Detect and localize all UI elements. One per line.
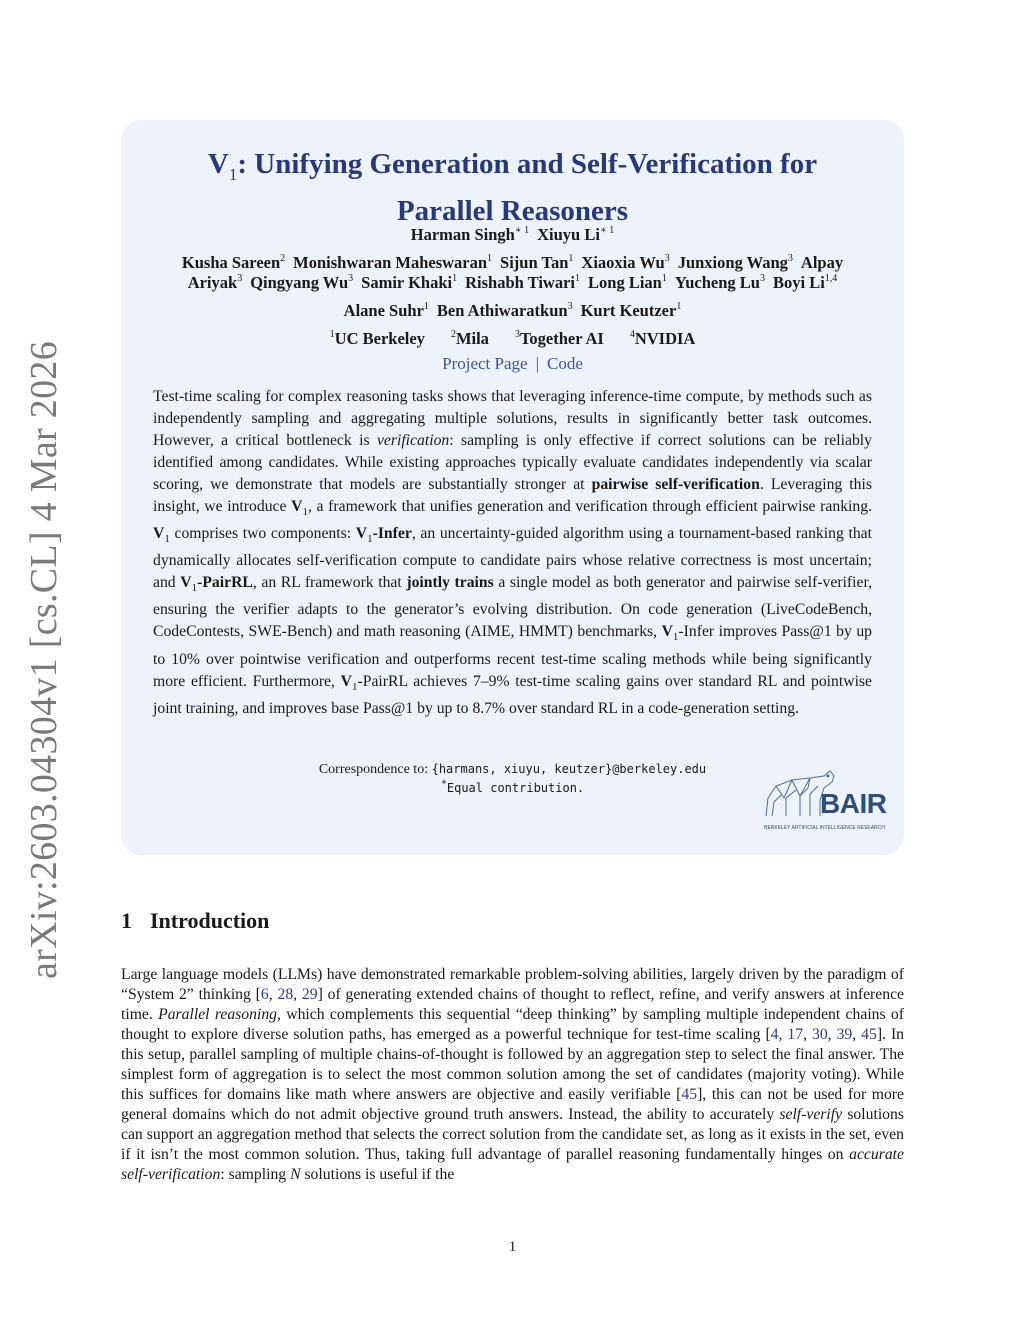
affiliation-name: Together AI xyxy=(519,329,604,348)
introduction-text: Large language models (LLMs) have demonstrated remarkable problem-solving abilities, largely driven by the paradigm of “System 2” thinking [6, 28, 29] of generating extended chains of thought to reflect, refine, and verify answers at inference time. Parallel reasoning, which complements this sequential “deep thinking” by sampling multiple independent chains of thought to explore diverse solution paths, has emerged as a powerful technique for test-time scaling [4, 17, 30, 39, 45]. In this setup, parallel sampling of multiple chains-of-thought is followed by an aggregation step to select the final answer. The simplest form of aggregation is to select the most common solution among the set of candidates (majority voting). While this suffices for domains like math where answers are objective and easily verifiable [45], this can not be used for more general domains which do not admit objective ground truth answers. Instead, the ability to accurately self-verify solutions can support an aggregation method that selects the correct solution from the candidate set, as long as it exists in the set, even if it isn’t the most common solution. Thus, taking full advantage of parallel reasoning fundamentally hinges on accurate self-verification: sampling N solutions is useful if the xyxy=(121,966,905,1183)
author-name: Alpay xyxy=(800,253,844,272)
abstract: Test-time scaling for complex reasoning tasks shows that leveraging inference-time compute, by methods such as independently sampling and aggregating multiple solutions, results in significantly better task outcomes. However, a critical bottleneck is verification: sampling is only effective if correct solutions can be reliably identified among candidates. While existing approaches typically evaluate candidates independently via scalar scoring, we demonstrate that models are substantially stronger at pairwise self-verification. Leveraging this insight, we introduce $V_1$, a framework that unifies generation and verification through efficient pairwise ranking. $V_1$ comprises two components: $V_1$-Infer, an uncertainty-guided algorithm using a tournament-based ranking that dynamically allocates self-verification compute to candidate pairs whose relative correctness is most uncertain; and $V_1$-PairRL, an RL framework that jointly trains a single model as both generator and pairwise self-verifier, ensuring the verifier adapts to the generator’s evolving distribution. On code generation (LiveCodeBench, CodeContests, SWE-Bench) and math reasoning (AIME, HMMT) benchmarks, $V_1$-Infer improves Pass@1 by up to 10% over pointwise verification and outperforms recent test-time scaling methods while being significantly more efficient. Furthermore, $V_1$-PairRL achieves 7–9% test-time scaling gains over standard RL and pointwise joint training, and improves base Pass@1 by up to 8.7% over standard RL in a code-generation setting. xyxy=(153,388,873,717)
bair-logo xyxy=(762,768,887,838)
page-number: 1 xyxy=(508,1239,517,1255)
affiliation-marker: 1 xyxy=(568,253,574,264)
author-name: Rishabh Tiwari xyxy=(465,273,576,292)
author-name: Harman Singh xyxy=(410,225,515,244)
author-name: Xiaoxia Wu xyxy=(581,253,665,272)
bair-subtext: BERKELEY ARTIFICIAL INTELLIGENCE RESEARCH xyxy=(764,825,885,831)
affiliation-marker: 1 xyxy=(487,253,493,264)
author-row-1 xyxy=(121,225,904,245)
affiliation-marker: 1 xyxy=(329,329,335,340)
affiliation-marker: 1 xyxy=(661,273,667,284)
citation-link[interactable]: 45 xyxy=(681,1086,698,1103)
affiliation-marker: 1,4 xyxy=(824,273,838,284)
author-name: Junxiong Wang xyxy=(677,253,788,272)
correspondence: Correspondence to: {harmans, xiuyu, keutzer}@berkeley.edu ∗Equal contribution. xyxy=(318,762,707,795)
paper-title: $V_1$: Unifying Generation and Self-Verification for Parallel Reasoners xyxy=(207,148,818,227)
affiliation-name: Mila xyxy=(455,329,489,348)
affiliation-name: NVIDIA xyxy=(634,329,696,348)
project-links xyxy=(121,354,904,374)
affiliation-marker: 1 xyxy=(676,301,682,312)
author-name: Kurt Keutzer xyxy=(580,301,677,320)
affiliations xyxy=(121,329,904,349)
citation-link[interactable]: 39 xyxy=(836,1026,853,1043)
author-name: Ariyak xyxy=(187,273,238,292)
citation-link[interactable]: 45 xyxy=(861,1026,877,1043)
code-link[interactable]: Code xyxy=(546,354,583,373)
affiliation-marker: 3 xyxy=(237,273,243,284)
citation-link[interactable]: 17 xyxy=(787,1026,804,1043)
affiliation-marker: 4 xyxy=(629,329,635,340)
affiliation-marker: 1 xyxy=(423,301,429,312)
author-name: Long Lian xyxy=(588,273,662,292)
author-row-3 xyxy=(121,273,904,293)
affiliation-marker: 3 xyxy=(348,273,354,284)
citation-link[interactable]: 6 xyxy=(260,986,269,1003)
author-name: Yucheng Lu xyxy=(674,273,760,292)
arxiv-identifier: arXiv:2603.04304v1 [cs.CL] 4 Mar 2026 xyxy=(23,340,65,980)
author-name: Boyi Li xyxy=(772,273,825,292)
author-name: Qingyang Wu xyxy=(250,273,349,292)
bair-wordmark: BAIR xyxy=(820,788,887,819)
affiliation-marker: ∗ 1 xyxy=(599,225,615,236)
affiliation-marker: ∗ 1 xyxy=(514,225,530,236)
affiliation-marker: 1 xyxy=(575,273,581,284)
author-name: Samir Khaki xyxy=(361,273,453,292)
author-row-4 xyxy=(121,301,904,321)
affiliation-marker: 2 xyxy=(280,253,286,264)
author-row-2 xyxy=(121,253,904,273)
affiliation-marker: 3 xyxy=(567,301,573,312)
author-name: Alane Suhr xyxy=(343,301,424,320)
author-name: Monishwaran Maheswaran xyxy=(293,253,488,272)
citation-link[interactable]: 29 xyxy=(301,986,318,1003)
author-name: Ben Athiwaratkun xyxy=(436,301,568,320)
section-heading: 1 Introduction xyxy=(121,908,270,933)
citation-link[interactable]: 30 xyxy=(811,1026,828,1043)
author-name: Sijun Tan xyxy=(500,253,569,272)
author-name: Xiuyu Li xyxy=(537,225,600,244)
author-name: Kusha Sareen xyxy=(181,253,281,272)
affiliation-marker: 1 xyxy=(452,273,458,284)
citation-link[interactable]: 28 xyxy=(277,986,294,1003)
project-page-link[interactable]: Project Page xyxy=(442,354,528,373)
affiliation-marker: 3 xyxy=(514,329,520,340)
affiliation-marker: 3 xyxy=(759,273,765,284)
affiliation-marker: 3 xyxy=(787,253,793,264)
affiliation-name: UC Berkeley xyxy=(334,329,425,348)
affiliation-marker: 2 xyxy=(450,329,456,340)
citation-link[interactable]: 4 xyxy=(770,1026,779,1043)
correspondence-emails[interactable]: {harmans, xiuyu, keutzer}@berkeley.edu xyxy=(431,762,707,776)
link-separator: | xyxy=(535,354,539,373)
affiliation-marker: 3 xyxy=(664,253,670,264)
